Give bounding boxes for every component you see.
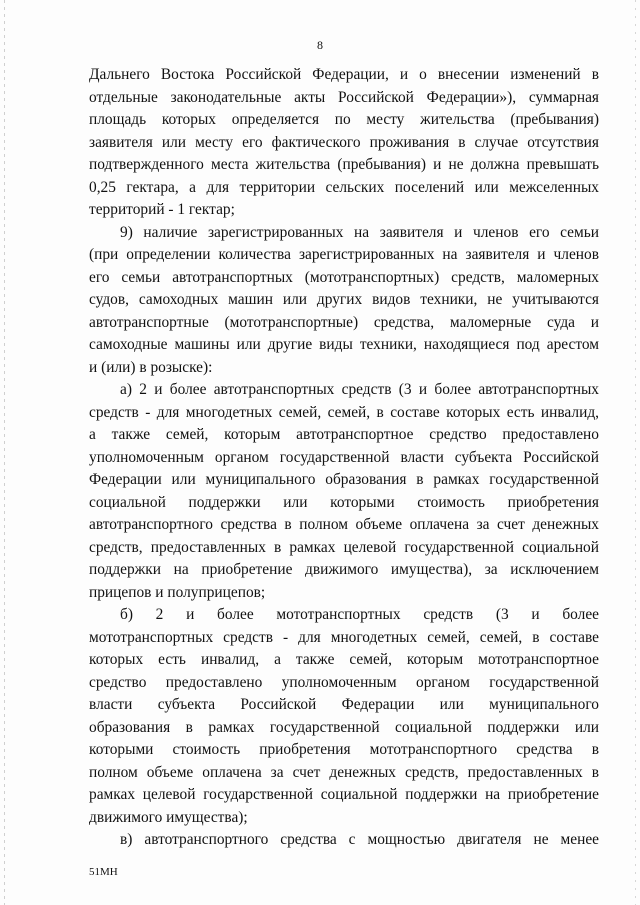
text-line: судов, самоходных машин или других видов техники, не учитываются — [89, 291, 599, 308]
text-line: б) 2 и более мототранспортных средств (3 и более — [120, 606, 599, 623]
text-line: и (или) в розыске): — [89, 358, 213, 376]
text-line: средств, предоставленных в рамках целевой государственной социальной — [89, 538, 599, 556]
text-line: уполномоченным органом государственной власти субъекта Российской — [89, 448, 599, 466]
footer-document-code: 51МН — [89, 866, 118, 878]
text-line: Дальнего Востока Российской Федерации, и о внесении изменений в — [89, 66, 599, 83]
text-line: 0,25 гектара, а для территории сельских поселений или межселенных — [89, 178, 599, 196]
text-line: поддержки на приобретение движимого имущества), за исключением — [89, 561, 599, 578]
text-line: полном объеме оплачена за счет денежных средств, предоставленных в — [89, 763, 599, 781]
paragraph-continuation — [89, 64, 599, 222]
text-line: средств - для многодетных семей, семей, в составе которых есть инвалид, — [89, 403, 599, 421]
text-line: движимого имущества); — [89, 808, 248, 826]
text-line: (при определении количества зарегистрированных на заявителя и членов — [89, 246, 599, 263]
paragraph-subitem-v — [89, 829, 599, 852]
text-line: а) 2 и более автотранспортных средств (3 и более автотранспортных — [120, 381, 599, 398]
text-line: рамках целевой государственной социальной поддержки на приобретение — [89, 786, 599, 803]
text-line: образования в рамках государственной социальной поддержки или — [89, 718, 599, 736]
text-line: заявителя или месту его фактического проживания в случае отсутствия — [89, 133, 599, 151]
text-line: площадь которых определяется по месту жительства (пребывания) — [89, 111, 599, 128]
text-line: его семьи автотранспортных (мототранспортных) средств, маломерных — [89, 268, 599, 286]
text-line: автотранспортного средства в полном объеме оплачена за счет денежных — [89, 516, 599, 533]
text-line: социальной поддержки или которыми стоимость приобретения — [89, 493, 599, 511]
text-line: самоходные машины или другие виды техники, находящиеся под арестом — [89, 336, 599, 353]
text-line: Федерации или муниципального образования в рамках государственной — [89, 471, 599, 488]
text-line: средство предоставлено уполномоченным органом государственной — [89, 673, 599, 691]
page-number: 8 — [317, 38, 323, 52]
text-line: а также семей, которым автотранспортное средство предоставлено — [89, 426, 599, 443]
text-line: которыми стоимость приобретения мототранспортного средства в — [89, 741, 599, 758]
text-line: автотранспортные (мототранспортные) средства, маломерные суда и — [89, 313, 599, 331]
text-line: территорий - 1 гектар; — [89, 201, 235, 218]
paragraph-subitem-a — [89, 379, 599, 604]
paragraph-subitem-b — [89, 604, 599, 829]
text-line: прицепов и полуприцепов; — [89, 583, 266, 601]
text-line: в) автотранспортного средства с мощностью двигателя не менее — [120, 831, 599, 848]
text-line: власти субъекта Российской Федерации или муниципального — [89, 696, 599, 713]
text-line: которых есть инвалид, а также семей, которым мототранспортное — [89, 651, 599, 668]
text-line: 9) наличие зарегистрированных на заявителя и членов его семьи — [120, 223, 599, 241]
document-body — [89, 64, 599, 852]
text-line: подтвержденного места жительства (пребывания) и не должна превышать — [89, 156, 599, 173]
text-line: мототранспортных средств - для многодетных семей, семей, в составе — [89, 628, 599, 646]
text-line: отдельные законодательные акты Российской Федерации»), суммарная — [89, 88, 599, 106]
paragraph-item-9 — [89, 222, 599, 380]
